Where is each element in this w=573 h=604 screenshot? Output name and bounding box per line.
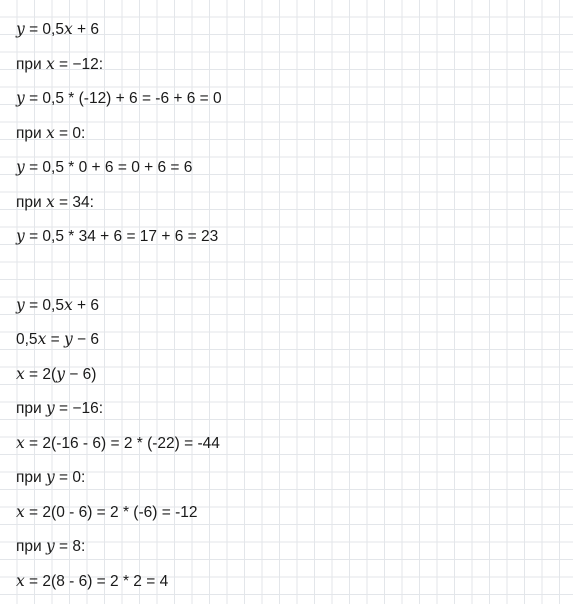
variable-x: x: [16, 503, 25, 521]
calculation-line: x = 2(0 - 6) = 2 * (-6) = -12: [16, 501, 566, 536]
variable-x: x: [16, 572, 25, 590]
variable-y: y: [16, 227, 25, 245]
variable-y: y: [16, 20, 25, 38]
variable-y: y: [46, 399, 55, 417]
condition-line: при y = 8:: [16, 535, 566, 570]
calculation-line: y = 0,5 * 0 + 6 = 0 + 6 = 6: [16, 156, 566, 191]
variable-y: y: [16, 158, 25, 176]
variable-y: y: [46, 468, 55, 486]
variable-x: x: [64, 20, 73, 38]
variable-x: x: [16, 434, 25, 452]
variable-x: x: [16, 365, 25, 383]
variable-y: y: [16, 296, 25, 314]
equation-line: y = 0,5x + 6: [16, 18, 566, 53]
equation-line: x = 2(y − 6): [16, 363, 566, 398]
calculation-line: y = 0,5 * 34 + 6 = 17 + 6 = 23: [16, 225, 566, 260]
variable-x: x: [38, 330, 47, 348]
section-spacer: [16, 260, 566, 294]
condition-line: при x = 34:: [16, 191, 566, 226]
condition-line: при x = 0:: [16, 122, 566, 157]
equation-line: y = 0,5x + 6: [16, 294, 566, 329]
calculation-line: y = 0,5 * (-12) + 6 = -6 + 6 = 0: [16, 87, 566, 122]
condition-line: при y = 0:: [16, 466, 566, 501]
variable-y: y: [16, 89, 25, 107]
variable-x: x: [46, 124, 55, 142]
calculation-line: x = 2(8 - 6) = 2 * 2 = 4: [16, 570, 566, 604]
variable-x: x: [46, 55, 55, 73]
condition-line: при x = −12:: [16, 53, 566, 88]
variable-y: y: [64, 330, 73, 348]
variable-x: x: [64, 296, 73, 314]
calculation-line: x = 2(-16 - 6) = 2 * (-22) = -44: [16, 432, 566, 467]
variable-y: y: [56, 365, 65, 383]
variable-x: x: [46, 193, 55, 211]
worksheet: [16, 18, 566, 604]
variable-y: y: [46, 537, 55, 555]
equation-line: 0,5x = y − 6: [16, 328, 566, 363]
condition-line: при y = −16:: [16, 397, 566, 432]
